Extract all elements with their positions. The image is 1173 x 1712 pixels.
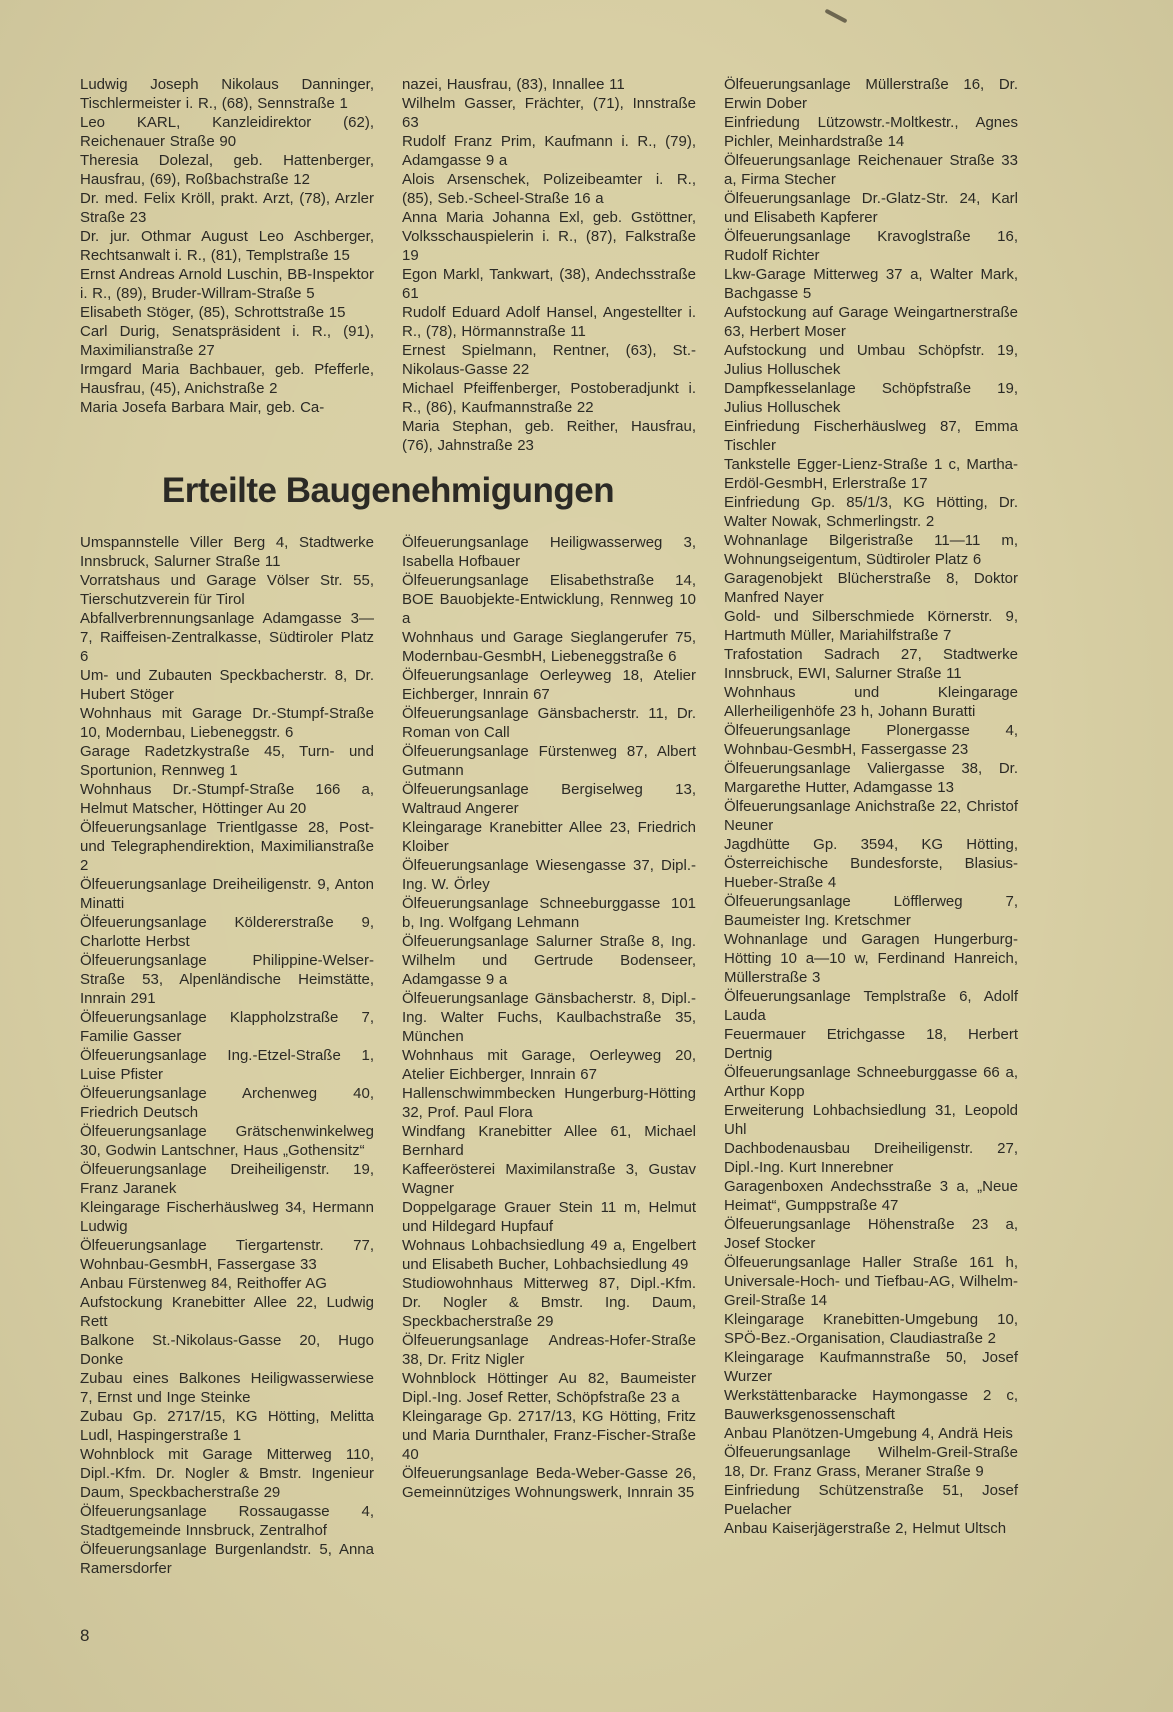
list-entry: Leo KARL, Kanzleidirektor (62), Reichenauer Straße 90 bbox=[80, 114, 374, 150]
permit-entry: Wohnanlage Bilgeristraße 11—11 m, Wohnungseigentum, Südtiroler Platz 6 bbox=[724, 532, 1018, 568]
obituary-list-section bbox=[80, 75, 696, 455]
list-entry: Ernst Andreas Arnold Luschin, BB-Inspektor i. R., (89), Bruder-Willram-Straße 5 bbox=[80, 266, 374, 302]
permit-entry: Tankstelle Egger-Lienz-Straße 1 c, Martha-Erdöl-GesmbH, Erlerstraße 17 bbox=[724, 456, 1018, 492]
list-entry: Maria Stephan, geb. Reither, Hausfrau, (76), Jahnstraße 23 bbox=[402, 418, 696, 454]
permit-entry: Ölfeuerungsanlage Elisabethstraße 14, BOE Bauobjekte-Entwicklung, Rennweg 10 a bbox=[402, 572, 696, 627]
permit-entry: Ölfeuerungsanlage Höhenstraße 23 a, Josef Stocker bbox=[724, 1216, 1018, 1252]
permit-entry: Ölfeuerungsanlage Tiergartenstr. 77, Wohnbau-GesmbH, Fassergase 33 bbox=[80, 1237, 374, 1273]
list-entry: Ernest Spielmann, Rentner, (63), St.-Nikolaus-Gasse 22 bbox=[402, 342, 696, 378]
permits-column-1 bbox=[80, 533, 374, 1578]
permit-entry: Ölfeuerungsanlage Dreiheiligenstr. 19, Franz Jaranek bbox=[80, 1161, 374, 1197]
permit-entry: Ölfeuerungsanlage Schneeburggasse 66 a, Arthur Kopp bbox=[724, 1064, 1018, 1100]
permit-entry: Wohnhaus und Garage Sieglangerufer 75, Modernbau-GesmbH, Liebeneggstraße 6 bbox=[402, 629, 696, 665]
permit-entry: Dachbodenausbau Dreiheiligenstr. 27, Dipl.-Ing. Kurt Innerebner bbox=[724, 1140, 1018, 1176]
permit-entry: Ölfeuerungsanlage Burgenlandstr. 5, Anna Ramersdorfer bbox=[80, 1541, 374, 1577]
permit-entry: Balkone St.-Nikolaus-Gasse 20, Hugo Donke bbox=[80, 1332, 374, 1368]
permit-entry: Ölfeuerungsanlage Wilhelm-Greil-Straße 18, Dr. Franz Grass, Meraner Straße 9 bbox=[724, 1444, 1018, 1480]
list-entry: Carl Durig, Senatspräsident i. R., (91), Maximilianstraße 27 bbox=[80, 323, 374, 359]
permit-entry: Ölfeuerungsanlage Grätschenwinkelweg 30, Godwin Lantschner, Haus „Gothensitz“ bbox=[80, 1123, 374, 1159]
list-entry: Ludwig Joseph Nikolaus Danninger, Tischlermeister i. R., (68), Sennstraße 1 bbox=[80, 76, 374, 112]
permit-entry: Ölfeuerungsanlage Trientlgasse 28, Post- und Telegraphendirektion, Maximilianstraße 2 bbox=[80, 819, 374, 874]
top-column-1 bbox=[80, 75, 374, 417]
permit-entry: Ölfeuerungsanlage Müllerstraße 16, Dr. Erwin Dober bbox=[724, 76, 1018, 112]
page-content bbox=[80, 75, 1173, 1578]
permit-entry: Aufstockung Kranebitter Allee 22, Ludwig Rett bbox=[80, 1294, 374, 1330]
permit-entry: Vorratshaus und Garage Völser Str. 55, Tierschutzverein für Tirol bbox=[80, 572, 374, 608]
list-entry: Theresia Dolezal, geb. Hattenberger, Hausfrau, (69), Roßbachstraße 12 bbox=[80, 152, 374, 188]
permit-entry: Hallenschwimmbecken Hungerburg-Hötting 32, Prof. Paul Flora bbox=[402, 1085, 696, 1121]
permit-entry: Anbau Planötzen-Umgebung 4, Andrä Heis bbox=[724, 1425, 1013, 1442]
permit-entry: Einfriedung Schützenstraße 51, Josef Puelacher bbox=[724, 1482, 1018, 1518]
permits-column-3 bbox=[724, 75, 1018, 1538]
permit-entry: Einfriedung Gp. 85/1/3, KG Hötting, Dr. Walter Nowak, Schmerlingstr. 2 bbox=[724, 494, 1018, 530]
permit-entry: Ölfeuerungsanlage Dr.-Glatz-Str. 24, Karl und Elisabeth Kapferer bbox=[724, 190, 1018, 226]
permit-entry: Ölfeuerungsanlage Heiligwasserweg 3, Isabella Hofbauer bbox=[402, 534, 696, 570]
list-entry: Egon Markl, Tankwart, (38), Andechsstraße 61 bbox=[402, 266, 696, 302]
scan-artifact-mark bbox=[824, 9, 847, 24]
list-entry: Dr. med. Felix Kröll, prakt. Arzt, (78), Arzler Straße 23 bbox=[80, 190, 374, 226]
permit-entry: Anbau Kaiserjägerstraße 2, Helmut Ultsch bbox=[724, 1520, 1007, 1537]
permit-entry: Kleingarage Gp. 2717/13, KG Hötting, Fritz und Maria Durnthaler, Franz-Fischer-Straße 40 bbox=[402, 1408, 696, 1463]
permit-entry: Aufstockung und Umbau Schöpfstr. 19, Julius Holluschek bbox=[724, 342, 1018, 378]
permit-entry: Ölfeuerungsanlage Andreas-Hofer-Straße 38, Dr. Fritz Nigler bbox=[402, 1332, 696, 1368]
permit-entry: Wohnhaus und Kleingarage Allerheiligenhöfe 23 h, Johann Buratti bbox=[724, 684, 1018, 720]
permit-entry: Zubau Gp. 2717/15, KG Hötting, Melitta Ludl, Haspingerstraße 1 bbox=[80, 1408, 374, 1444]
permit-entry: Ölfeuerungsanlage Anichstraße 22, Christof Neuner bbox=[724, 798, 1018, 834]
permit-entry: Ölfeuerungsanlage Templstraße 6, Adolf Lauda bbox=[724, 988, 1018, 1024]
permit-entry: Ölfeuerungsanlage Salurner Straße 8, Ing. Wilhelm und Gertrude Bodenseer, Adamgasse 9 a bbox=[402, 933, 696, 988]
permit-entry: Zubau eines Balkones Heiligwasserwiese 7, Ernst und Inge Steinke bbox=[80, 1370, 374, 1406]
permit-entry: Umspannstelle Viller Berg 4, Stadtwerke Innsbruck, Salurner Straße 11 bbox=[80, 534, 374, 570]
list-entry: Michael Pfeiffenberger, Postoberadjunkt i. R., (86), Kaufmannstraße 22 bbox=[402, 380, 696, 416]
list-entry: Wilhelm Gasser, Frächter, (71), Innstraße 63 bbox=[402, 95, 696, 131]
permit-entry: Erweiterung Lohbachsiedlung 31, Leopold Uhl bbox=[724, 1102, 1018, 1138]
permit-entry: Ölfeuerungsanlage Wiesengasse 37, Dipl.-Ing. W. Örley bbox=[402, 857, 696, 893]
permit-entry: Ölfeuerungsanlage Rossaugasse 4, Stadtgemeinde Innsbruck, Zentralhof bbox=[80, 1503, 374, 1539]
permit-entry: Einfriedung Lützowstr.-Moltkestr., Agnes Pichler, Meinhardstraße 14 bbox=[724, 114, 1018, 150]
permit-entry: Wohnhaus mit Garage, Oerleyweg 20, Atelier Eichberger, Innrain 67 bbox=[402, 1047, 696, 1083]
permit-entry: Kleingarage Fischerhäuslweg 34, Hermann Ludwig bbox=[80, 1199, 374, 1235]
permit-entry: Kleingarage Kaufmannstraße 50, Josef Wurzer bbox=[724, 1349, 1018, 1385]
permit-entry: Werkstättenbaracke Haymongasse 2 c, Bauwerksgenossenschaft bbox=[724, 1387, 1018, 1423]
top-column-2 bbox=[402, 75, 696, 455]
permit-entry: Wohnhaus mit Garage Dr.-Stumpf-Straße 10, Modernbau, Liebeneggstr. 6 bbox=[80, 705, 374, 741]
permit-entry: Kleingarage Kranebitten-Umgebung 10, SPÖ-Bez.-Organisation, Claudiastraße 2 bbox=[724, 1311, 1018, 1347]
list-entry: Rudolf Franz Prim, Kaufmann i. R., (79), Adamgasse 9 a bbox=[402, 133, 696, 169]
permit-entry: Ölfeuerungsanlage Klappholzstraße 7, Familie Gasser bbox=[80, 1009, 374, 1045]
permit-entry: Ölfeuerungsanlage Gänsbacherstr. 8, Dipl.-Ing. Walter Fuchs, Kaulbachstraße 35, München bbox=[402, 990, 696, 1045]
list-entry: Maria Josefa Barbara Mair, geb. Ca- bbox=[80, 399, 325, 416]
permit-entry: Doppelgarage Grauer Stein 11 m, Helmut und Hildegard Hupfauf bbox=[402, 1199, 696, 1235]
permit-entry: Gold- und Silberschmiede Körnerstr. 9, Hartmuth Müller, Mariahilfstraße 7 bbox=[724, 608, 1018, 644]
permit-entry: Wohnblock Höttinger Au 82, Baumeister Dipl.-Ing. Josef Retter, Schöpfstraße 23 a bbox=[402, 1370, 696, 1406]
list-entry: nazei, Hausfrau, (83), Innallee 11 bbox=[402, 76, 625, 93]
permit-entry: Ölfeuerungsanlage Reichenauer Straße 33 a, Firma Stecher bbox=[724, 152, 1018, 188]
permit-entry: Wohnanlage und Garagen Hungerburg-Hötting 10 a—10 w, Ferdinand Hanreich, Müllerstraße 3 bbox=[724, 931, 1018, 986]
permit-entry: Ölfeuerungsanlage Köldererstraße 9, Charlotte Herbst bbox=[80, 914, 374, 950]
permit-entry: Trafostation Sadrach 27, Stadtwerke Innsbruck, EWI, Salurner Straße 11 bbox=[724, 646, 1018, 682]
permit-entry: Ölfeuerungsanlage Beda-Weber-Gasse 26, Gemeinnütziges Wohnungswerk, Innrain 35 bbox=[402, 1465, 696, 1501]
permit-entry: Ölfeuerungsanlage Oerleyweg 18, Atelier Eichberger, Innrain 67 bbox=[402, 667, 696, 703]
building-permits-section bbox=[80, 533, 696, 1578]
permit-entry: Anbau Fürstenweg 84, Reithoffer AG bbox=[80, 1275, 327, 1292]
permit-entry: Ölfeuerungsanlage Ing.-Etzel-Straße 1, Luise Pfister bbox=[80, 1047, 374, 1083]
permit-entry: Ölfeuerungsanlage Philippine-Welser-Straße 53, Alpenländische Heimstätte, Innrain 291 bbox=[80, 952, 374, 1007]
left-two-column-area bbox=[80, 75, 696, 1578]
permit-entry: Ölfeuerungsanlage Archenweg 40, Friedrich Deutsch bbox=[80, 1085, 374, 1121]
permit-entry: Wohnhaus Dr.-Stumpf-Straße 166 a, Helmut Matscher, Höttinger Au 20 bbox=[80, 781, 374, 817]
permit-entry: Garagenobjekt Blücherstraße 8, Doktor Manfred Nayer bbox=[724, 570, 1018, 606]
permit-entry: Ölfeuerungsanlage Haller Straße 161 h, Universale-Hoch- und Tiefbau-AG, Wilhelm-Greil-Straße 14 bbox=[724, 1254, 1018, 1309]
permit-entry: Feuermauer Etrichgasse 18, Herbert Dertnig bbox=[724, 1026, 1018, 1062]
permits-column-2 bbox=[402, 533, 696, 1502]
page-number: 8 bbox=[80, 1626, 90, 1645]
list-entry: Dr. jur. Othmar August Leo Aschberger, Rechtsanwalt i. R., (81), Templstraße 15 bbox=[80, 228, 374, 264]
list-entry: Irmgard Maria Bachbauer, geb. Pfefferle, Hausfrau, (45), Anichstraße 2 bbox=[80, 361, 374, 397]
permit-entry: Ölfeuerungsanlage Valiergasse 38, Dr. Margarethe Hutter, Adamgasse 13 bbox=[724, 760, 1018, 796]
permit-entry: Wohnaus Lohbachsiedlung 49 a, Engelbert und Elisabeth Bucher, Lohbachsiedlung 49 bbox=[402, 1237, 696, 1273]
permit-entry: Wohnblock mit Garage Mitterweg 110, Dipl.-Kfm. Dr. Nogler & Bmstr. Ingenieur Daum, Speckbacherstraße 29 bbox=[80, 1446, 374, 1501]
permit-entry: Ölfeuerungsanlage Bergiselweg 13, Waltraud Angerer bbox=[402, 781, 696, 817]
permit-entry: Ölfeuerungsanlage Plonergasse 4, Wohnbau-GesmbH, Fassergasse 23 bbox=[724, 722, 1018, 758]
permit-entry: Abfallverbrennungsanlage Adamgasse 3—7, Raiffeisen-Zentralkasse, Südtiroler Platz 6 bbox=[80, 610, 374, 665]
list-entry: Anna Maria Johanna Exl, geb. Gstöttner, Volksschauspielerin i. R., (87), Falkstraße 19 bbox=[402, 209, 696, 264]
permit-entry: Ölfeuerungsanlage Gänsbacherstr. 11, Dr. Roman von Call bbox=[402, 705, 696, 741]
permit-entry: Lkw-Garage Mitterweg 37 a, Walter Mark, Bachgasse 5 bbox=[724, 266, 1018, 302]
list-entry: Rudolf Eduard Adolf Hansel, Angestellter i. R., (78), Hörmannstraße 11 bbox=[402, 304, 696, 340]
permit-entry: Kleingarage Kranebitter Allee 23, Friedrich Kloiber bbox=[402, 819, 696, 855]
permit-entry: Garage Radetzkystraße 45, Turn- und Sportunion, Rennweg 1 bbox=[80, 743, 374, 779]
permit-entry: Garagenboxen Andechsstraße 3 a, „Neue Heimat“, Gumppstraße 47 bbox=[724, 1178, 1018, 1214]
permit-entry: Ölfeuerungsanlage Löfflerweg 7, Baumeister Ing. Kretschmer bbox=[724, 893, 1018, 929]
permit-entry: Einfriedung Fischerhäuslweg 87, Emma Tischler bbox=[724, 418, 1018, 454]
permit-entry: Windfang Kranebitter Allee 61, Michael Bernhard bbox=[402, 1123, 696, 1159]
permit-entry: Ölfeuerungsanlage Dreiheiligenstr. 9, Anton Minatti bbox=[80, 876, 374, 912]
permit-entry: Jagdhütte Gp. 3594, KG Hötting, Österreichische Bundesforste, Blasius-Hueber-Straße 4 bbox=[724, 836, 1018, 891]
permit-entry: Um- und Zubauten Speckbacherstr. 8, Dr. Hubert Stöger bbox=[80, 667, 374, 703]
section-heading: Erteilte Baugenehmigungen bbox=[161, 471, 615, 510]
permit-entry: Studiowohnhaus Mitterweg 87, Dipl.-Kfm. Dr. Nogler & Bmstr. Ing. Daum, Speckbacherstraße 29 bbox=[402, 1275, 696, 1330]
permit-entry: Kaffeerösterei Maximilanstraße 3, Gustav Wagner bbox=[402, 1161, 696, 1197]
list-entry: Elisabeth Stöger, (85), Schrottstraße 15 bbox=[80, 304, 346, 321]
list-entry: Alois Arsenschek, Polizeibeamter i. R., (85), Seb.-Scheel-Straße 16 a bbox=[402, 171, 696, 207]
permit-entry: Aufstockung auf Garage Weingartnerstraße 63, Herbert Moser bbox=[724, 304, 1018, 340]
permit-entry: Dampfkesselanlage Schöpfstraße 19, Julius Holluschek bbox=[724, 380, 1018, 416]
permit-entry: Ölfeuerungsanlage Schneeburggasse 101 b, Ing. Wolfgang Lehmann bbox=[402, 895, 696, 931]
permit-entry: Ölfeuerungsanlage Fürstenweg 87, Albert Gutmann bbox=[402, 743, 696, 779]
permit-entry: Ölfeuerungsanlage Kravoglstraße 16, Rudolf Richter bbox=[724, 228, 1018, 264]
